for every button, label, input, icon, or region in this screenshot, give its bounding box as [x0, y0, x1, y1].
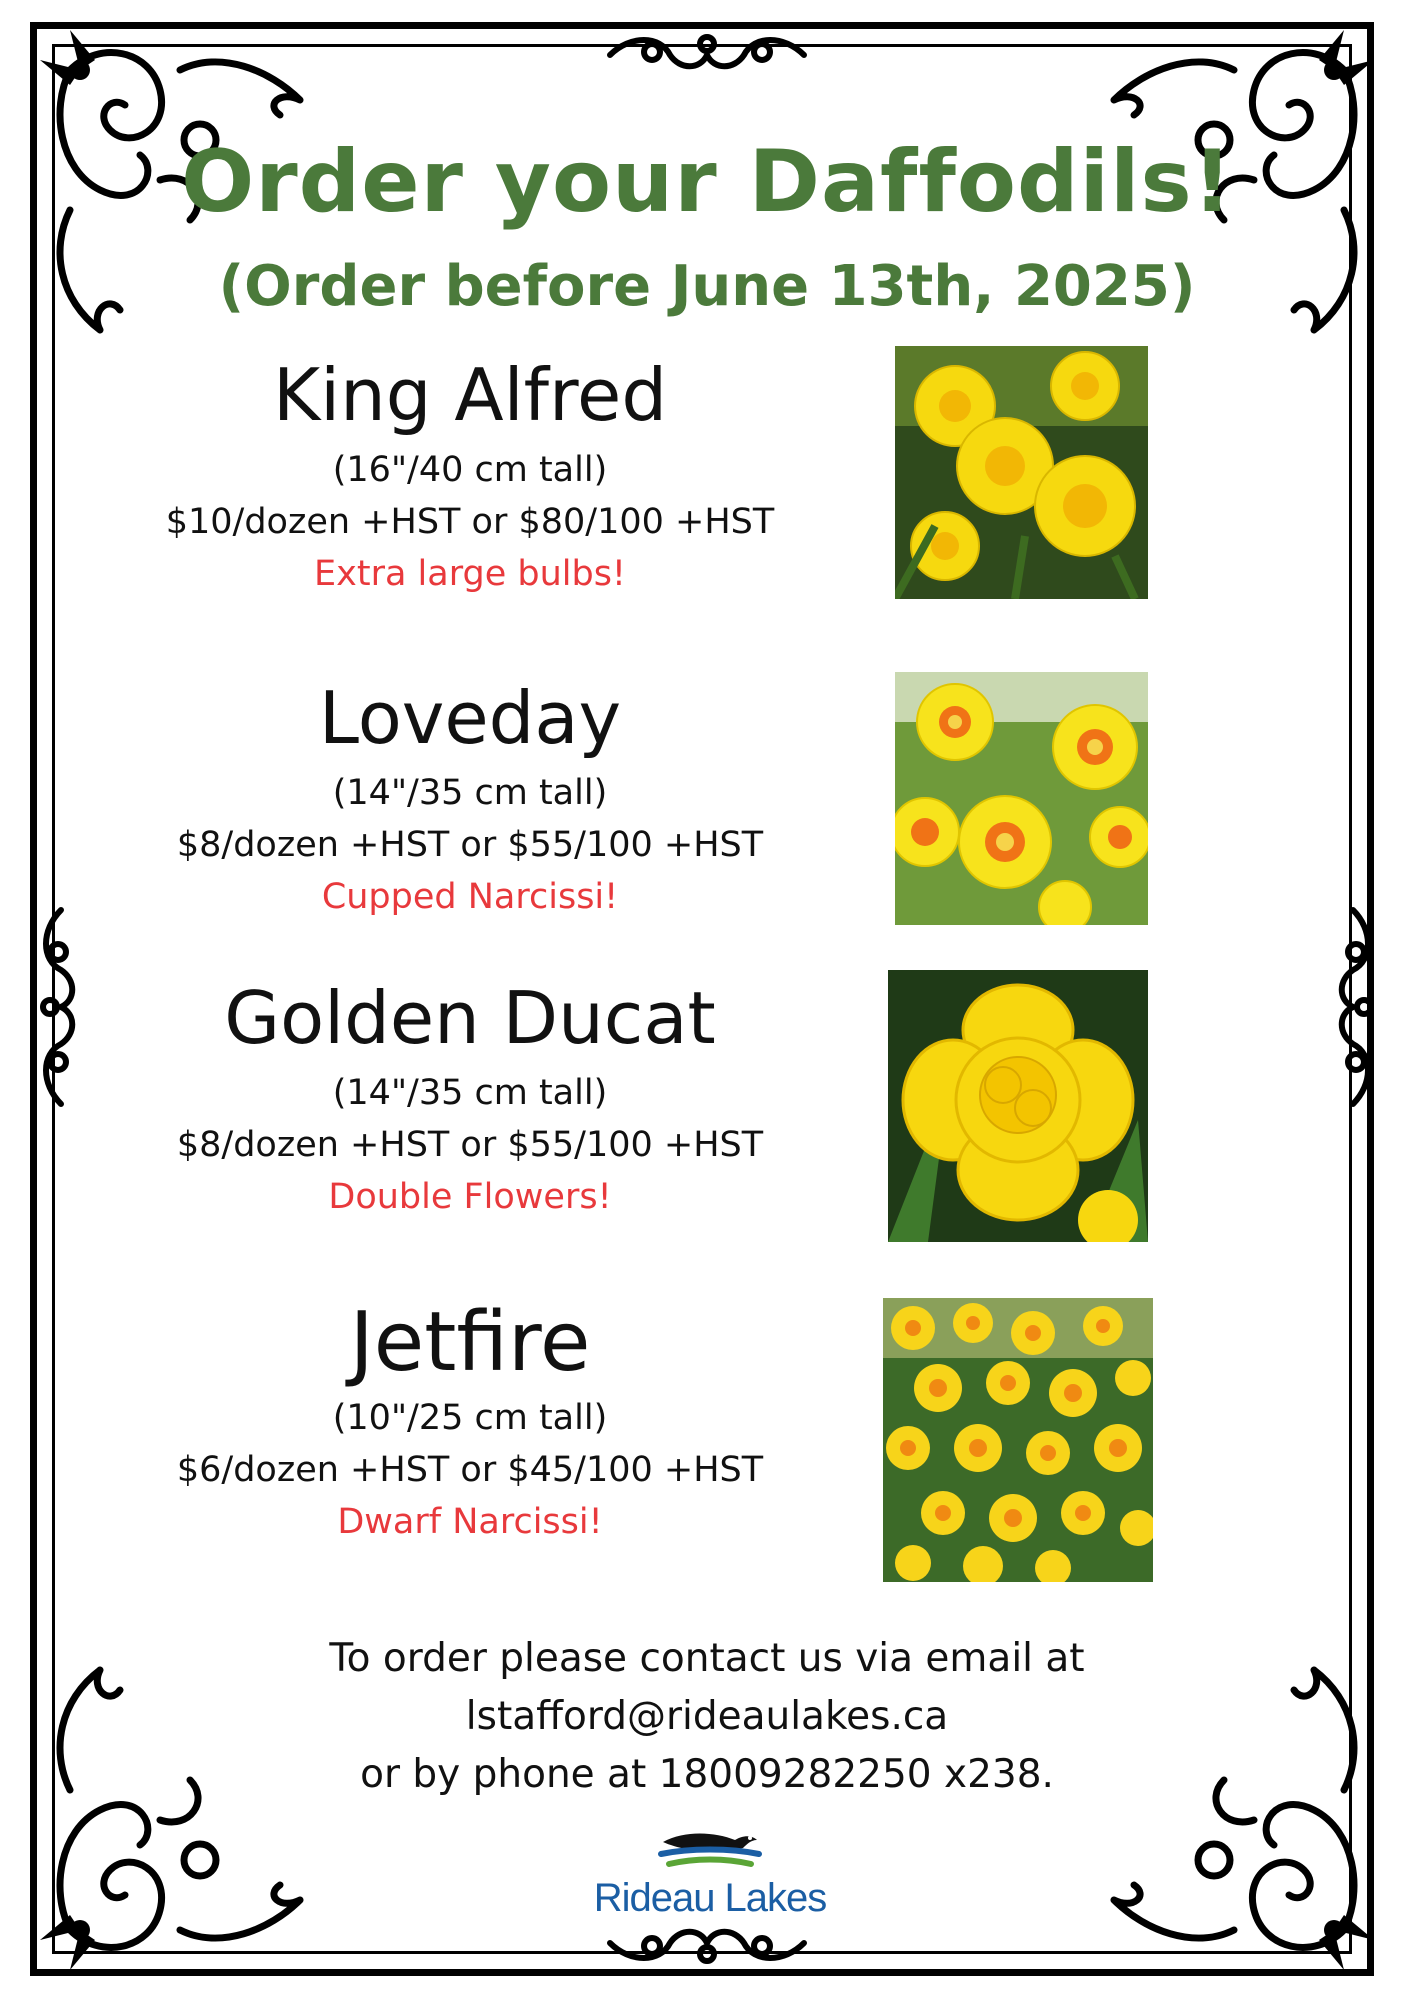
variety-note: Extra large bulbs!: [314, 554, 626, 594]
jetfire-daffodil-photo: [883, 1298, 1153, 1582]
variety-height: (16"/40 cm tall): [332, 450, 608, 490]
logo-text: Rideau Lakes: [593, 1876, 827, 1920]
variety-note: Cupped Narcissi!: [321, 877, 619, 917]
variety-height: (10"/25 cm tall): [332, 1398, 608, 1438]
variety-name: Loveday: [318, 676, 622, 760]
variety-price: $10/dozen +HST or $80/100 +HST: [165, 502, 775, 542]
variety-king-alfred: [130, 352, 810, 600]
variety-height: (14"/35 cm tall): [332, 773, 608, 813]
variety-note: Double Flowers!: [328, 1177, 612, 1217]
variety-name: Jetfire: [349, 1295, 591, 1390]
variety-name: Golden Ducat: [224, 976, 716, 1060]
variety-price: $6/dozen +HST or $45/100 +HST: [176, 1450, 764, 1490]
rideau-lakes-logo: [580, 1810, 840, 1930]
variety-height: (14"/35 cm tall): [332, 1073, 608, 1113]
king-alfred-daffodil-photo: [895, 346, 1148, 599]
variety-loveday: [130, 675, 810, 923]
variety-price: $8/dozen +HST or $55/100 +HST: [176, 825, 764, 865]
golden-ducat-daffodil-photo: [888, 970, 1148, 1242]
contact-intro: To order please contact us via email at: [329, 1636, 1085, 1681]
loveday-daffodil-photo: [895, 672, 1148, 925]
loon-on-water-icon: [655, 1810, 765, 1872]
variety-note: Dwarf Narcissi!: [337, 1502, 603, 1542]
right-center-scroll-ornament-icon: [1328, 900, 1378, 1114]
order-deadline-subtitle: (Order before June 13th, 2025): [218, 254, 1196, 319]
contact-email[interactable]: lstafford@rideaulakes.ca: [465, 1694, 949, 1739]
variety-name: King Alfred: [272, 353, 668, 437]
variety-jetfire: [130, 1295, 810, 1548]
contact-info: [0, 1630, 1414, 1804]
variety-golden-ducat: [130, 975, 810, 1223]
top-center-scroll-ornament-icon: [600, 30, 814, 80]
contact-phone[interactable]: or by phone at 18009282250 x238.: [360, 1752, 1054, 1797]
left-center-scroll-ornament-icon: [36, 900, 86, 1114]
variety-price: $8/dozen +HST or $55/100 +HST: [176, 1125, 764, 1165]
page-title: Order your Daffodils!: [181, 132, 1233, 232]
